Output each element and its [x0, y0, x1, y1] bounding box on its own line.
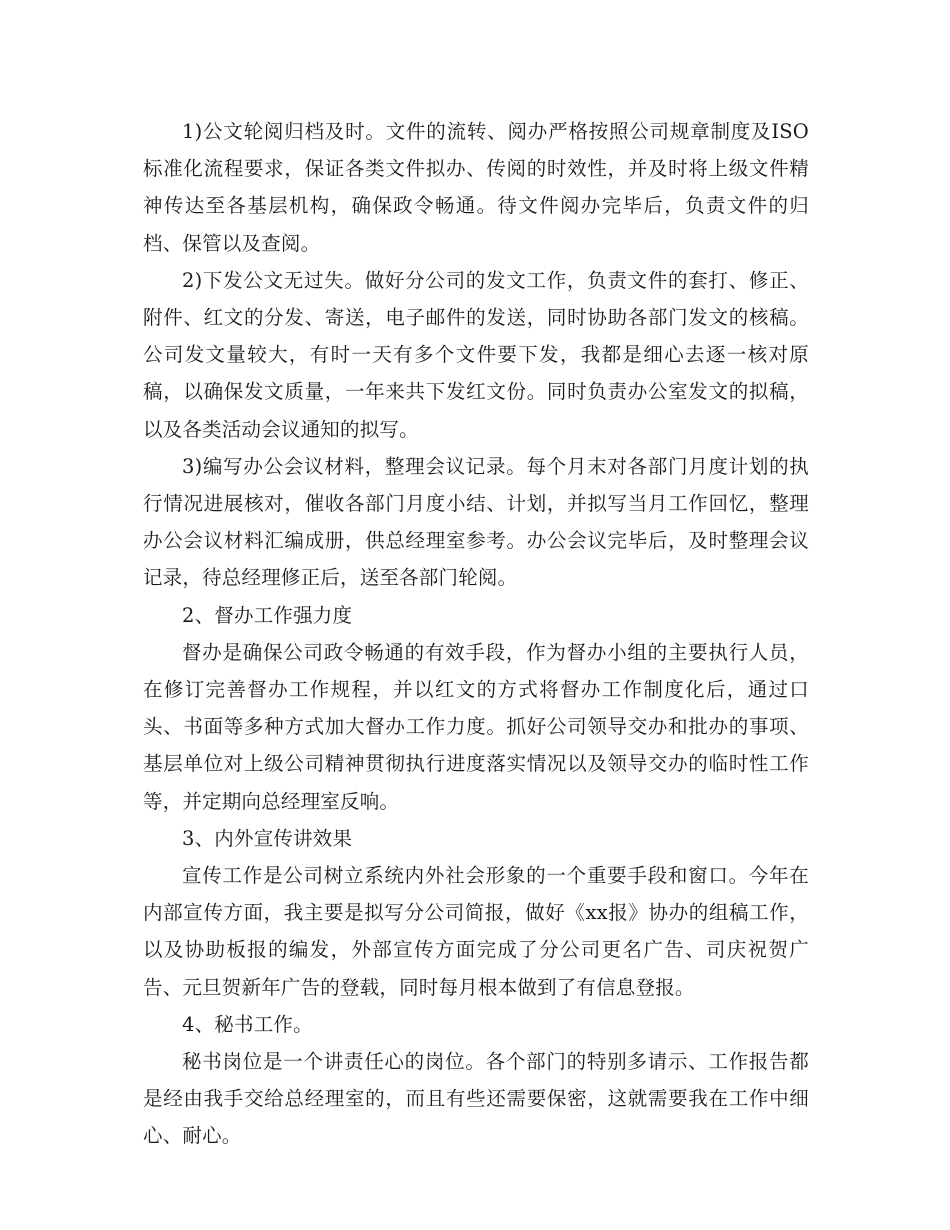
paragraph-archive: 1)公文轮阅归档及时。文件的流转、阅办严格按照公司规章制度及ISO标准化流程要求，保证各类文件拟办、传阅的时效性，并及时将上级文件精神传达至各基层机构，确保政令畅通。待文件阅办完毕后，负责文件的归档、保管以及查阅。	[143, 120, 809, 255]
paragraph-publicity: 宣传工作是公司树立系统内外社会形象的一个重要手段和窗口。今年在内部宣传方面，我主要是拟写分公司简报，做好《xx报》协办的组稿工作，以及协助板报的编发，外部宣传方面完成了分公司更名广告、司庆祝贺广告、元旦贺新年广告的登载，同时每月根本做到了有信息登报。	[143, 864, 809, 999]
section-heading-publicity: 3、内外宣传讲效果	[182, 826, 353, 850]
paragraph-supervision: 督办是确保公司政令畅通的有效手段，作为督办小组的主要执行人员，在修订完善督办工作规程，并以红文的方式将督办工作制度化后，通过口头、书面等多种方式加大督办工作力度。抓好公司领导交办和批办的事项、基层单位对上级公司精神贯彻执行进度落实情况以及领导交办的临时性工作等，并定期向总经理室反响。	[143, 640, 809, 813]
section-heading-supervision: 2、督办工作强力度	[182, 603, 353, 627]
section-heading-secretary: 4、秘书工作。	[182, 1012, 313, 1036]
paragraph-meeting-materials: 3)编写办公会议材料，整理会议记录。每个月末对各部门月度计划的执行情况进展核对，催收各部门月度小结、计划，并拟写当月工作回忆，整理办公会议材料汇编成册，供总经理室参考。办公会议完毕后，及时整理会议记录，待总经理修正后，送至各部门轮阅。	[143, 454, 809, 590]
document-body	[143, 113, 809, 1155]
paragraph-secretary: 秘书岗位是一个讲责任心的岗位。各个部门的特别多请示、工作报告都是经由我手交给总经理室的，而且有些还需要保密，这就需要我在工作中细心、耐心。	[143, 1050, 809, 1148]
paragraph-issue-documents: 2)下发公文无过失。做好分公司的发文工作，负责文件的套打、修正、附件、红文的分发、寄送，电子邮件的发送，同时协助各部门发文的核稿。公司发文量较大，有时一天有多个文件要下发，我都是细心去逐一核对原稿，以确保发文质量，一年来共下发红文份。同时负责办公室发文的拟稿，以及各类活动会议通知的拟写。	[143, 268, 809, 441]
